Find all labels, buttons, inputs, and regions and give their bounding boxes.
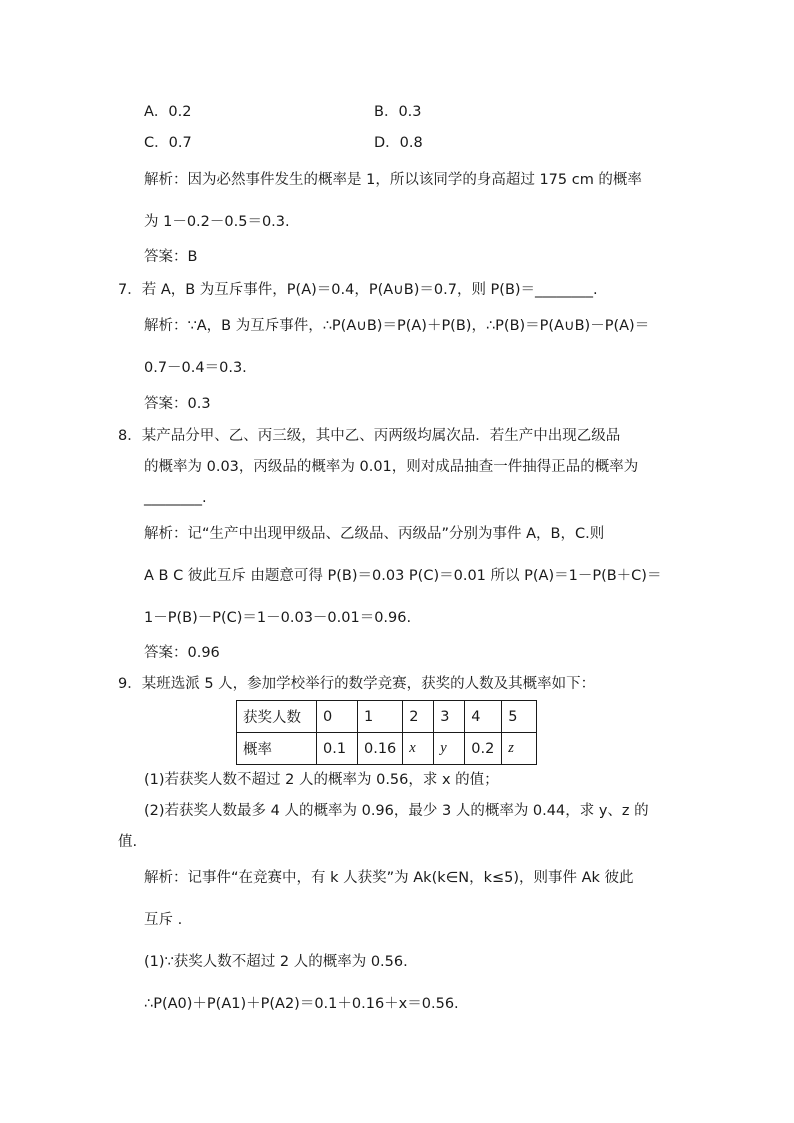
table-row [237, 733, 537, 765]
table-cell: 1 [358, 701, 403, 733]
q8-analysis-line2: A B C 彼此互斥 由题意可得 P(B)＝0.03 P(C)＝0.01 所以 P(A)＝1－P(B＋C)＝ [144, 568, 662, 584]
table-cell: z [502, 733, 537, 765]
table-cell: 5 [502, 701, 537, 733]
q7-answer: 答案：0.3 [144, 396, 211, 412]
q9-question: 9．某班选派 5 人，参加学校举行的数学竞赛，获奖的人数及其概率如下： [118, 676, 596, 692]
table-cell: 概率 [237, 733, 317, 765]
q9-analysis-line2: 互斥 . [144, 912, 183, 928]
q9-analysis-line1: 解析：记事件“在竞赛中，有 k 人获奖”为 Ak(k∈N，k≤5)，则事件 Ak 彼此 [144, 870, 634, 886]
q8-analysis-line3: 1－P(B)－P(C)＝1－0.03－0.01＝0.96. [144, 610, 412, 626]
q9-part1: (1)若获奖人数不超过 2 人的概率为 0.56，求 x 的值； [144, 772, 499, 788]
table-cell: x [403, 733, 434, 765]
q8-question-line3: ________. [144, 490, 207, 506]
q6-option-a: A．0.2 [144, 104, 192, 120]
q9-part2-line1: (2)若获奖人数最多 4 人的概率为 0.96，最少 3 人的概率为 0.44，求 y、z 的 [144, 803, 649, 819]
table-cell: 0.2 [465, 733, 502, 765]
q8-answer: 答案：0.96 [144, 645, 220, 661]
q8-analysis-line1: 解析：记“生产中出现甲级品、乙级品、丙级品”分别为事件 A，B，C.则 [144, 526, 605, 542]
q7-analysis-line2: 0.7－0.4＝0.3. [144, 360, 247, 376]
table-row [237, 701, 537, 733]
q6-option-d: D．0.8 [374, 135, 423, 151]
q8-question-line2: 的概率为 0.03，丙级品的概率为 0.01，则对成品抽查一件抽得正品的概率为 [144, 459, 639, 475]
q6-analysis-line2: 为 1－0.2－0.5＝0.3. [144, 214, 290, 230]
q9-probability-table [236, 700, 537, 765]
table-cell: 0.1 [317, 733, 358, 765]
q7-question: 7．若 A，B 为互斥事件，P(A)＝0.4，P(A∪B)＝0.7，则 P(B)＝________. [118, 282, 598, 298]
q9-analysis-line4: ∴P(A0)＋P(A1)＋P(A2)＝0.1＋0.16＋x＝0.56. [144, 996, 459, 1012]
q9-analysis-line3: (1)∵获奖人数不超过 2 人的概率为 0.56. [144, 954, 408, 970]
q9-part2-line2: 值. [118, 834, 138, 850]
q6-option-c: C．0.7 [144, 135, 192, 151]
table-cell: 0.16 [358, 733, 403, 765]
q8-question-line1: 8．某产品分甲、乙、丙三级，其中乙、丙两级均属次品．若生产中出现乙级品 [118, 428, 621, 444]
table-cell: 获奖人数 [237, 701, 317, 733]
table-cell: 2 [403, 701, 434, 733]
table-cell: y [434, 733, 465, 765]
q6-answer: 答案：B [144, 249, 198, 265]
q6-analysis-line1: 解析：因为必然事件发生的概率是 1，所以该同学的身高超过 175 cm 的概率 [144, 172, 642, 188]
q7-analysis-line1: 解析：∵A，B 为互斥事件，∴P(A∪B)＝P(A)＋P(B)，∴P(B)＝P(A∪B)－P(A)＝ [144, 318, 650, 334]
table-cell: 0 [317, 701, 358, 733]
q6-option-b: B．0.3 [374, 104, 422, 120]
table-cell: 3 [434, 701, 465, 733]
table-cell: 4 [465, 701, 502, 733]
